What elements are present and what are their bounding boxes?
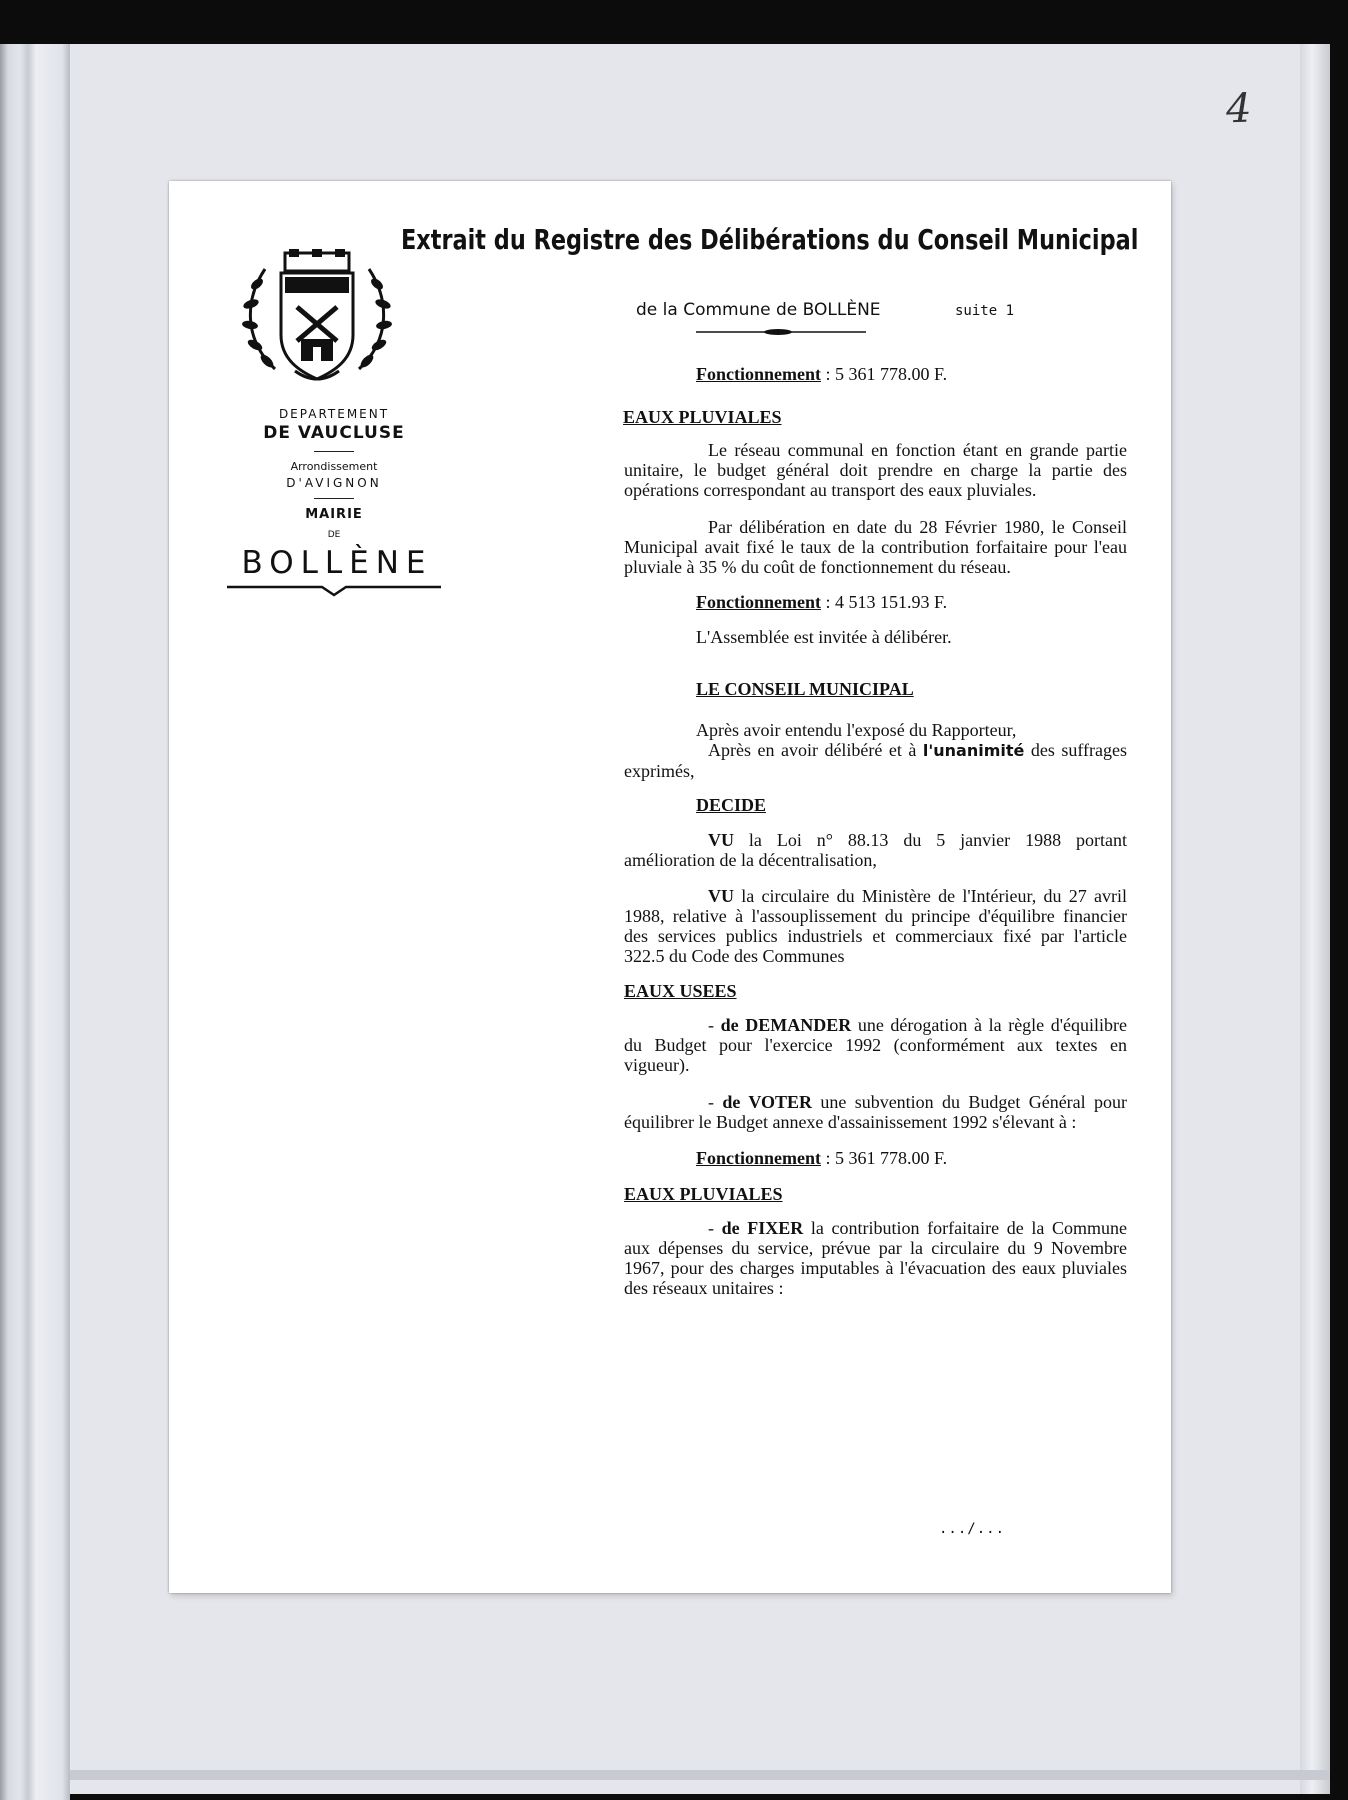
paragraph-expose: Après avoir entendu l'exposé du Rapporteur, [696,720,1017,740]
administrative-block [169,407,499,597]
binder-spine [0,44,70,1800]
album-edge-bottom [70,1770,1330,1780]
mairie-label: MAIRIE [305,507,363,522]
town-name: BOLLÈNE [241,545,433,581]
document-body [624,364,1127,1298]
page-number: 4 [1225,85,1253,133]
arrondissement-name: D'AVIGNON [286,476,382,490]
suite-label: suite 1 [955,303,1015,319]
de-label: DE [327,530,341,540]
paragraph-fixer: - de FIXER la contribution forfaitaire de la Commune aux dépenses du service, prévue par la circulaire du 9 Novembre 1967, pour des charges imputables à l'évacuation des eaux pluviales des réseaux unitaires : [624,1218,1127,1298]
document-sheet [169,181,1171,1593]
paragraph-vu-circulaire: VU la circulaire du Ministère de l'Intérieur, du 27 avril 1988, relative à l'assouplissement du principe d'équilibre financier des services publics industriels et commerciaux fixé par l'article 322.5 du Code des Communes [624,886,1127,966]
fonctionnement-line-1: Fonctionnement : 5 361 778.00 F. [696,364,948,384]
department-name: DE VAUCLUSE [263,423,405,443]
paragraph-voter: - de VOTER une subvention du Budget Général pour équilibrer le Budget annexe d'assainissement 1992 s'élevant à : [624,1092,1128,1132]
heading-conseil-municipal: LE CONSEIL MUNICIPAL [696,679,914,699]
arrondissement-label: Arrondissement [290,460,378,473]
album-edge [1300,44,1330,1794]
heading-eaux-usees: EAUX USEES [624,981,737,1001]
paragraph-demander: - de DEMANDER une dérogation à la règle d'équilibre du Budget pour l'exercice 1992 (conformément aux textes en vigueur). [624,1015,1127,1075]
paragraph-reseau: Le réseau communal en fonction étant en grande partie unitaire, le budget général doit prendre en charge la partie des opérations correspondant au transport des eaux pluviales. [624,440,1127,500]
paragraph-vu-loi: VU la Loi n° 88.13 du 5 janvier 1988 portant amélioration de la décentralisation, [624,830,1127,870]
paragraph-unanimite: Après en avoir délibéré et à l'unanimité des suffrages exprimés, [624,740,1128,781]
paragraph-assemblee: L'Assemblée est invitée à délibérer. [696,627,952,647]
title-ornament-icon [696,328,866,336]
paragraph-deliberation: Par délibération en date du 28 Février 1980, le Conseil Municipal avait fixé le taux de la contribution forfaitaire pour l'eau pluviale à 35 % du coût de fonctionnement du réseau. [624,517,1127,577]
heading-decide: DECIDE [696,795,767,815]
fonctionnement-line-2: Fonctionnement : 4 513 151.93 F. [696,592,948,612]
fonctionnement-line-3: Fonctionnement : 5 361 778.00 F. [696,1148,948,1168]
flourish-icon [227,583,441,597]
document-subtitle: de la Commune de BOLLÈNE [636,300,881,320]
department-label: DEPARTEMENT [278,407,390,421]
continuation-mark: .../... [939,1521,1006,1537]
heading-eaux-pluviales-2: EAUX PLUVIALES [624,1184,783,1204]
divider [314,451,354,452]
divider [314,498,354,499]
heading-eaux-pluviales-1: EAUX PLUVIALES [623,407,782,427]
coat-of-arms-icon [235,249,399,389]
document-title: Extrait du Registre des Délibérations du Conseil Municipal [401,223,1139,256]
